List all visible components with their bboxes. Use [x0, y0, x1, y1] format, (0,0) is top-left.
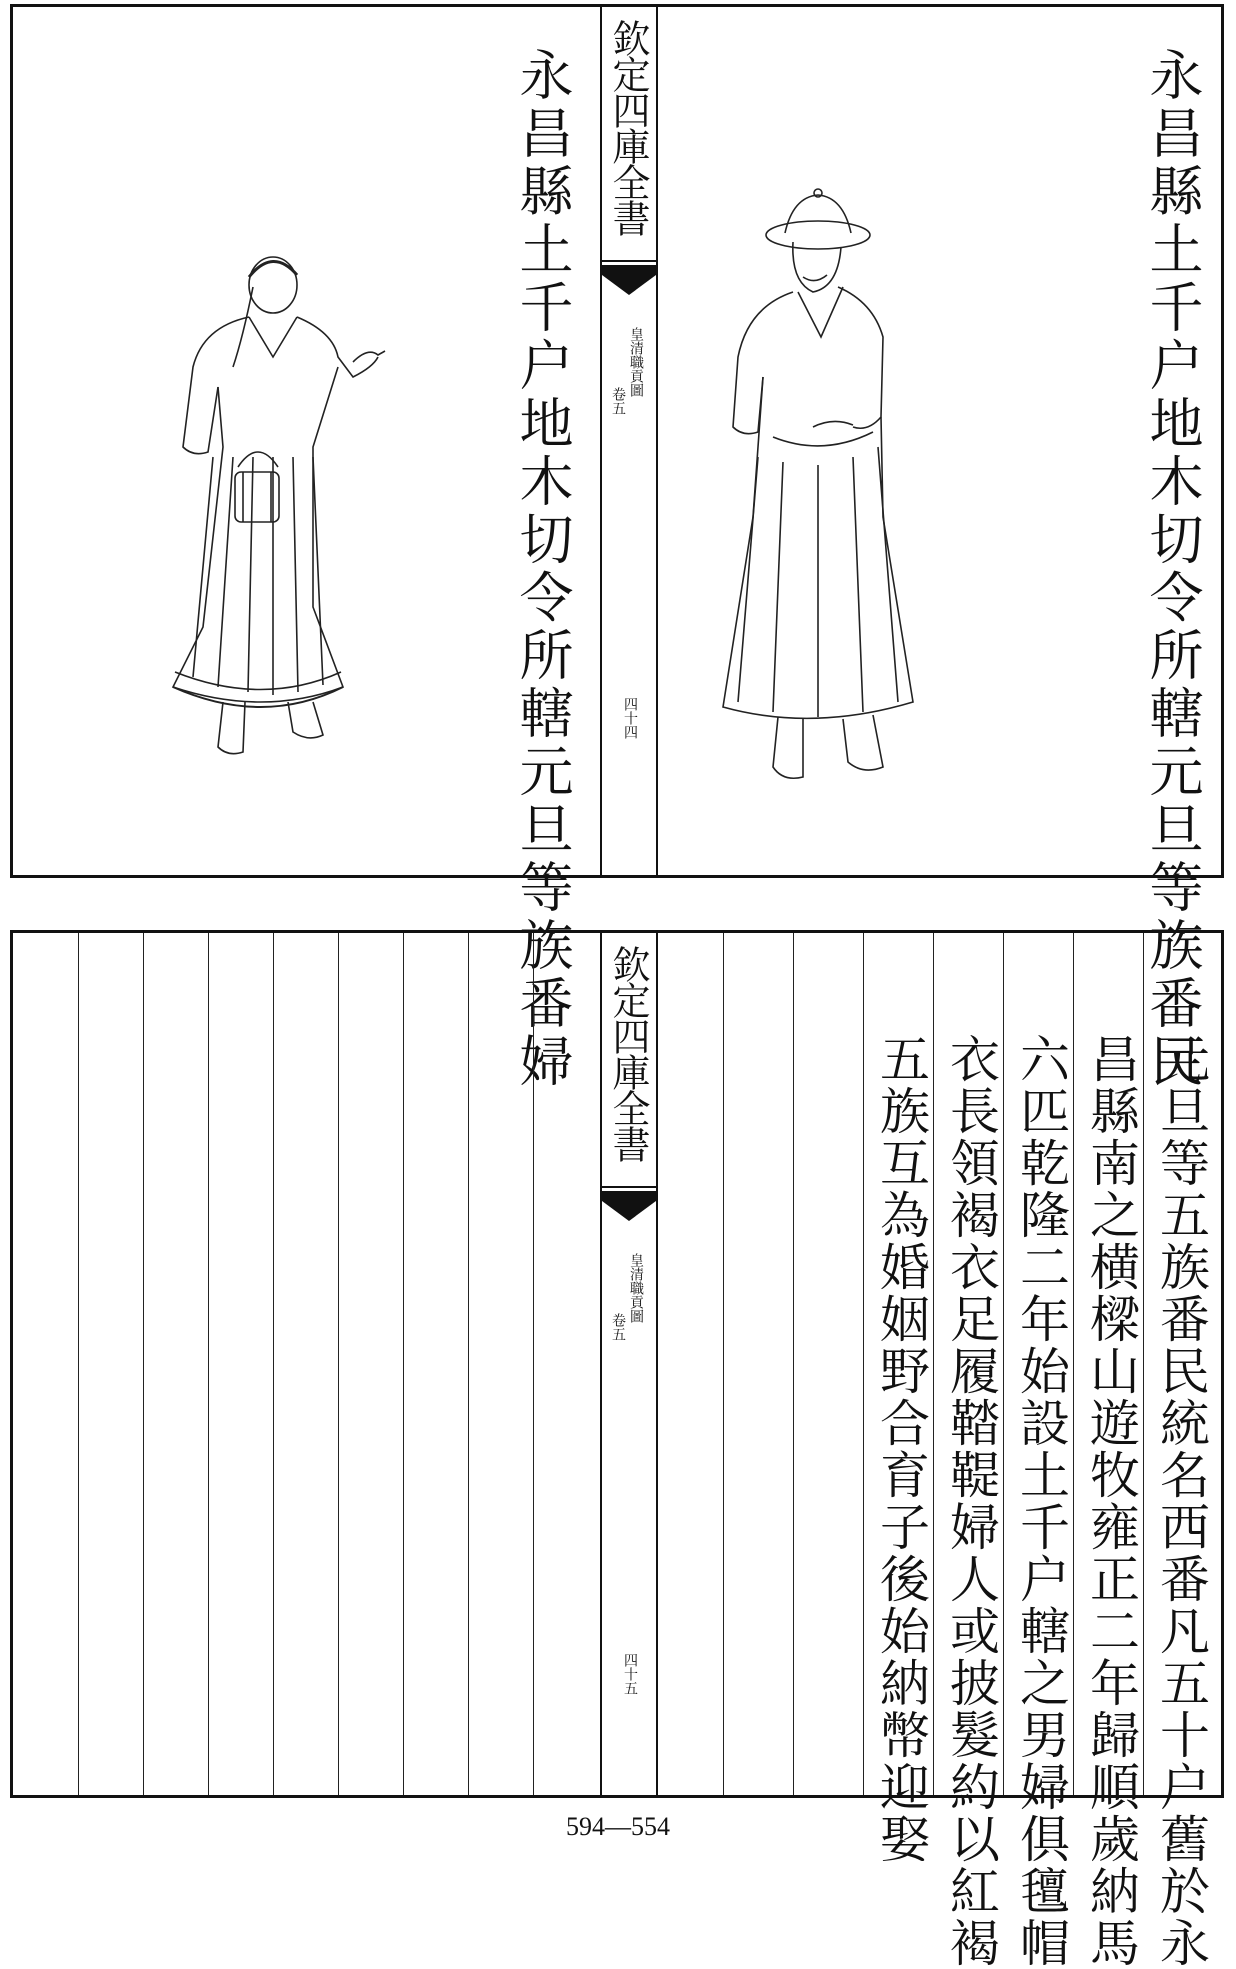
ruled-line	[533, 933, 534, 1795]
volume-label: 卷五	[610, 387, 626, 415]
text-column-2: 昌縣南之横樑山遊牧雍正二年歸順歲納馬	[1082, 1033, 1140, 1969]
fishtail-mark-icon	[602, 1183, 656, 1229]
figure-man-illustration	[703, 187, 1003, 807]
ruled-line	[468, 933, 469, 1795]
ruled-line	[143, 933, 144, 1795]
ruled-line	[1003, 933, 1004, 1795]
ruled-line	[208, 933, 209, 1795]
ruled-line	[933, 933, 934, 1795]
footer-page-code: 594—554	[566, 1812, 670, 1841]
caption-right-man: 永昌縣土千户地木切令所轄元旦等族番民	[1141, 47, 1204, 1091]
book-title: 欽定四庫全書	[606, 945, 650, 1161]
figure-woman-illustration	[163, 247, 423, 807]
ruled-line	[338, 933, 339, 1795]
ruled-line	[273, 933, 274, 1795]
text-column-1: 元旦等五族番民統名西番凡五十户舊於永	[1152, 1033, 1210, 1969]
top-page-spread	[10, 4, 1224, 1091]
ruled-line	[723, 933, 724, 1795]
text-column-3: 六匹乾隆二年始設土千户轄之男婦俱氊帽	[1012, 1033, 1070, 1969]
book-subtitle: 皇清職貢圖	[628, 1253, 644, 1323]
book-title: 欽定四庫全書	[606, 19, 650, 235]
ruled-line	[793, 933, 794, 1795]
ruled-line	[863, 933, 864, 1795]
page-number: 四十五	[622, 1653, 638, 1695]
page-number: 四十四	[622, 697, 638, 739]
volume-label: 卷五	[610, 1313, 626, 1341]
ruled-line	[1143, 933, 1144, 1795]
center-fold-column	[600, 933, 658, 1795]
book-subtitle: 皇清職貢圖	[628, 327, 644, 397]
ruled-line	[403, 933, 404, 1795]
ruled-line	[78, 933, 79, 1795]
text-column-4: 衣長領褐衣足履鞜鞮婦人或披髮約以紅褐	[942, 1033, 1000, 1969]
fishtail-mark-icon	[602, 257, 656, 303]
ruled-line	[1073, 933, 1074, 1795]
text-column-5: 五族互為婚姻野合育子後始納幣迎娶	[872, 1033, 930, 1865]
center-fold-column	[600, 7, 658, 875]
caption-left-woman: 永昌縣土千户地木切令所轄元旦等族番婦	[511, 47, 574, 1091]
